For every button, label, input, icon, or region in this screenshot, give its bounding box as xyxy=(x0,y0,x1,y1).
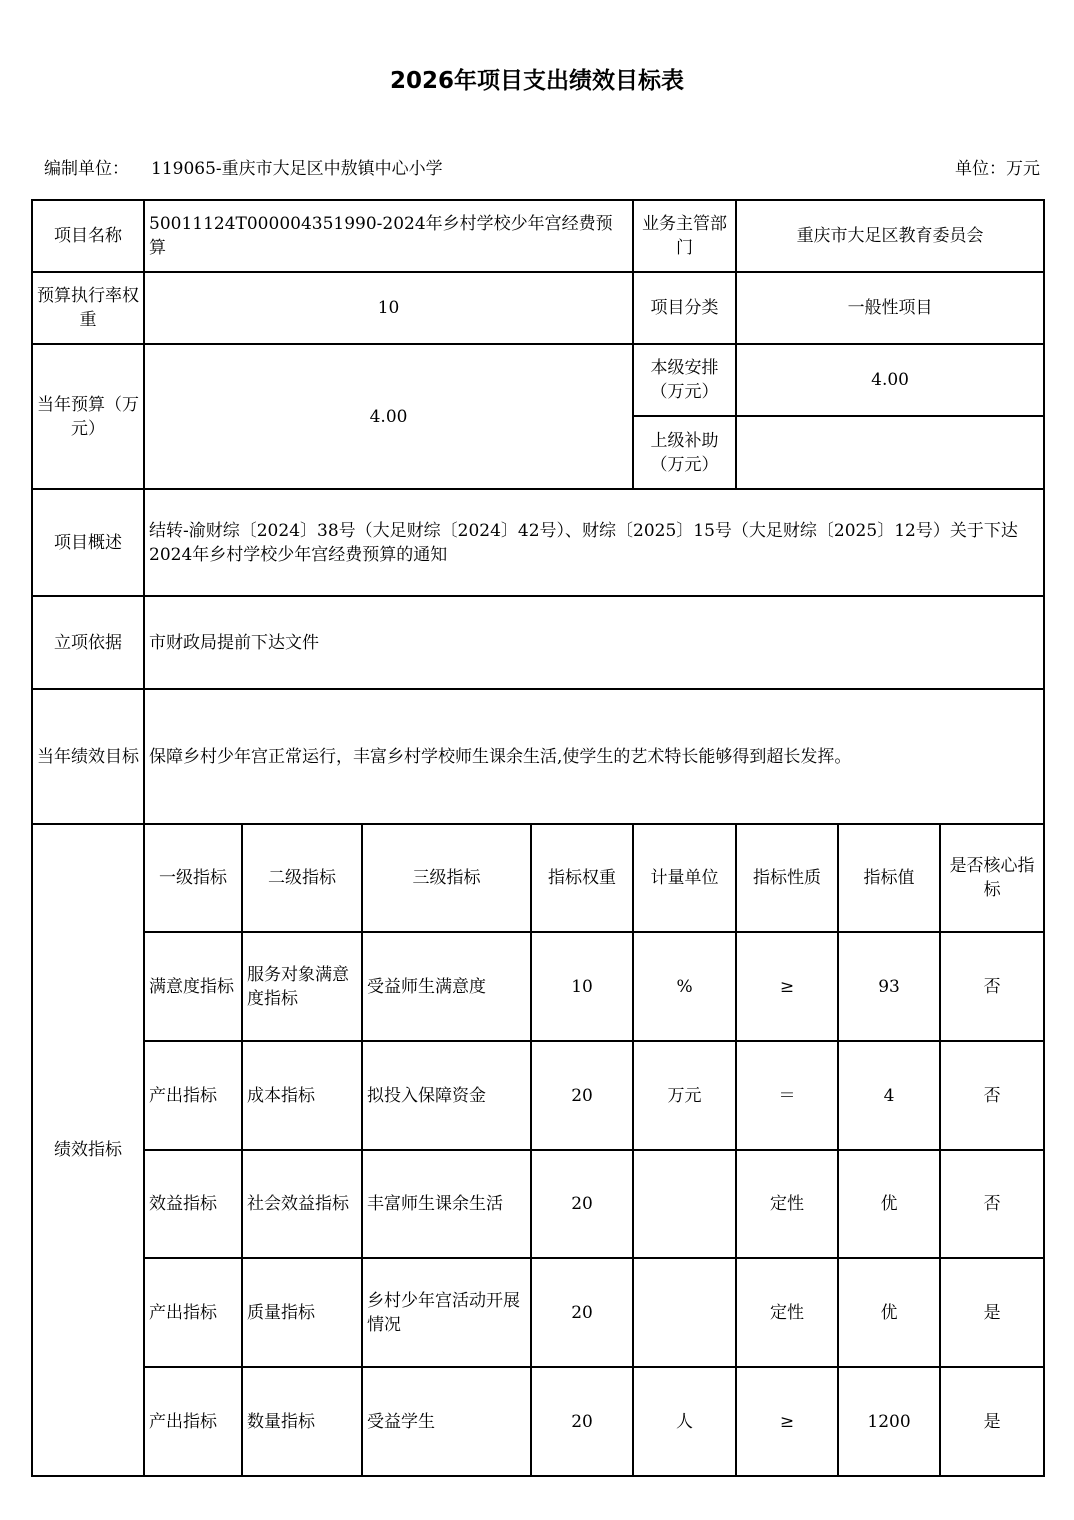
subsidy-value xyxy=(736,416,1044,489)
row-level2: 质量指标 xyxy=(242,1258,362,1367)
basis-label: 立项依据 xyxy=(32,596,144,689)
row-nature: ≥ xyxy=(736,932,838,1041)
row-weight: 20 xyxy=(531,1041,633,1150)
category-value: 一般性项目 xyxy=(736,272,1044,344)
table-row xyxy=(32,1041,1044,1150)
row-nature: ≥ xyxy=(736,1367,838,1476)
row-core: 否 xyxy=(940,932,1044,1041)
row-level3: 受益师生满意度 xyxy=(362,932,531,1041)
row-level1: 产出指标 xyxy=(144,1367,242,1476)
table-row xyxy=(32,1367,1044,1476)
row-level1: 产出指标 xyxy=(144,1258,242,1367)
row-weight: 10 xyxy=(531,932,633,1041)
row-weight: 20 xyxy=(531,1150,633,1258)
header-value: 指标值 xyxy=(838,824,940,932)
row-level2: 服务对象满意度指标 xyxy=(242,932,362,1041)
row-level1: 产出指标 xyxy=(144,1041,242,1150)
goal-label: 当年绩效目标 xyxy=(32,689,144,824)
dept-label: 业务主管部门 xyxy=(633,200,736,272)
row-weight: 20 xyxy=(531,1367,633,1476)
page-title: 2026年项目支出绩效目标表 xyxy=(389,68,684,94)
row-level2: 成本指标 xyxy=(242,1041,362,1150)
row-level2: 数量指标 xyxy=(242,1367,362,1476)
row-level1: 效益指标 xyxy=(144,1150,242,1258)
row-value: 优 xyxy=(838,1150,940,1258)
local-label: 本级安排（万元） xyxy=(633,344,736,416)
weight-label: 预算执行率权重 xyxy=(32,272,144,344)
basis-value: 市财政局提前下达文件 xyxy=(144,596,1044,689)
table-row xyxy=(32,932,1044,1041)
row-level3: 受益学生 xyxy=(362,1367,531,1476)
row-level3: 乡村少年宫活动开展情况 xyxy=(362,1258,531,1367)
compiling-unit xyxy=(44,154,443,179)
row-value: 优 xyxy=(838,1258,940,1367)
dept-value: 重庆市大足区教育委员会 xyxy=(736,200,1044,272)
row-level3: 丰富师生课余生活 xyxy=(362,1150,531,1258)
overview-value: 结转-渝财综〔2024〕38号（大足财综〔2024〕42号）、财综〔2025〕15号（大足财综〔2025〕12号）关于下达2024年乡村学校少年宫经费预算的通知 xyxy=(144,489,1044,596)
header-weight: 指标权重 xyxy=(531,824,633,932)
header-core: 是否核心指标 xyxy=(940,824,1044,932)
row-nature: 定性 xyxy=(736,1150,838,1258)
goal-value: 保障乡村少年宫正常运行，丰富乡村学校师生课余生活,使学生的艺术特长能够得到超长发挥。 xyxy=(144,689,1044,824)
weight-value: 10 xyxy=(144,272,633,344)
header-nature: 指标性质 xyxy=(736,824,838,932)
header-level2: 二级指标 xyxy=(242,824,362,932)
row-unit xyxy=(633,1258,736,1367)
row-unit: 人 xyxy=(633,1367,736,1476)
compiling-unit-label: 编制单位： xyxy=(44,159,129,179)
local-value: 4.00 xyxy=(736,344,1044,416)
table-row xyxy=(32,1150,1044,1258)
header-unit: 计量单位 xyxy=(633,824,736,932)
table-row xyxy=(32,1258,1044,1367)
row-core: 否 xyxy=(940,1041,1044,1150)
project-name-value: 50011124T000004351990-2024年乡村学校少年宫经费预算 xyxy=(144,200,633,272)
row-unit: % xyxy=(633,932,736,1041)
budget-label: 当年预算（万元） xyxy=(32,344,144,489)
row-level2: 社会效益指标 xyxy=(242,1150,362,1258)
performance-table xyxy=(31,199,1045,1477)
row-core: 否 xyxy=(940,1150,1044,1258)
header-level3: 三级指标 xyxy=(362,824,531,932)
row-unit xyxy=(633,1150,736,1258)
row-nature: ＝ xyxy=(736,1041,838,1150)
row-core: 是 xyxy=(940,1367,1044,1476)
row-weight: 20 xyxy=(531,1258,633,1367)
overview-label: 项目概述 xyxy=(32,489,144,596)
row-nature: 定性 xyxy=(736,1258,838,1367)
row-core: 是 xyxy=(940,1258,1044,1367)
row-level1: 满意度指标 xyxy=(144,932,242,1041)
currency-unit: 单位：万元 xyxy=(955,159,1040,179)
row-value: 4 xyxy=(838,1041,940,1150)
compiling-unit-value: 119065-重庆市大足区中敖镇中心小学 xyxy=(151,159,443,179)
budget-value: 4.00 xyxy=(144,344,633,489)
project-name-label: 项目名称 xyxy=(32,200,144,272)
row-unit: 万元 xyxy=(633,1041,736,1150)
row-level3: 拟投入保障资金 xyxy=(362,1041,531,1150)
row-value: 1200 xyxy=(838,1367,940,1476)
category-label: 项目分类 xyxy=(633,272,736,344)
indicators-section-label: 绩效指标 xyxy=(32,824,144,1476)
header-level1: 一级指标 xyxy=(144,824,242,932)
indicator-header-row xyxy=(32,824,1044,932)
subsidy-label: 上级补助（万元） xyxy=(633,416,736,489)
row-value: 93 xyxy=(838,932,940,1041)
